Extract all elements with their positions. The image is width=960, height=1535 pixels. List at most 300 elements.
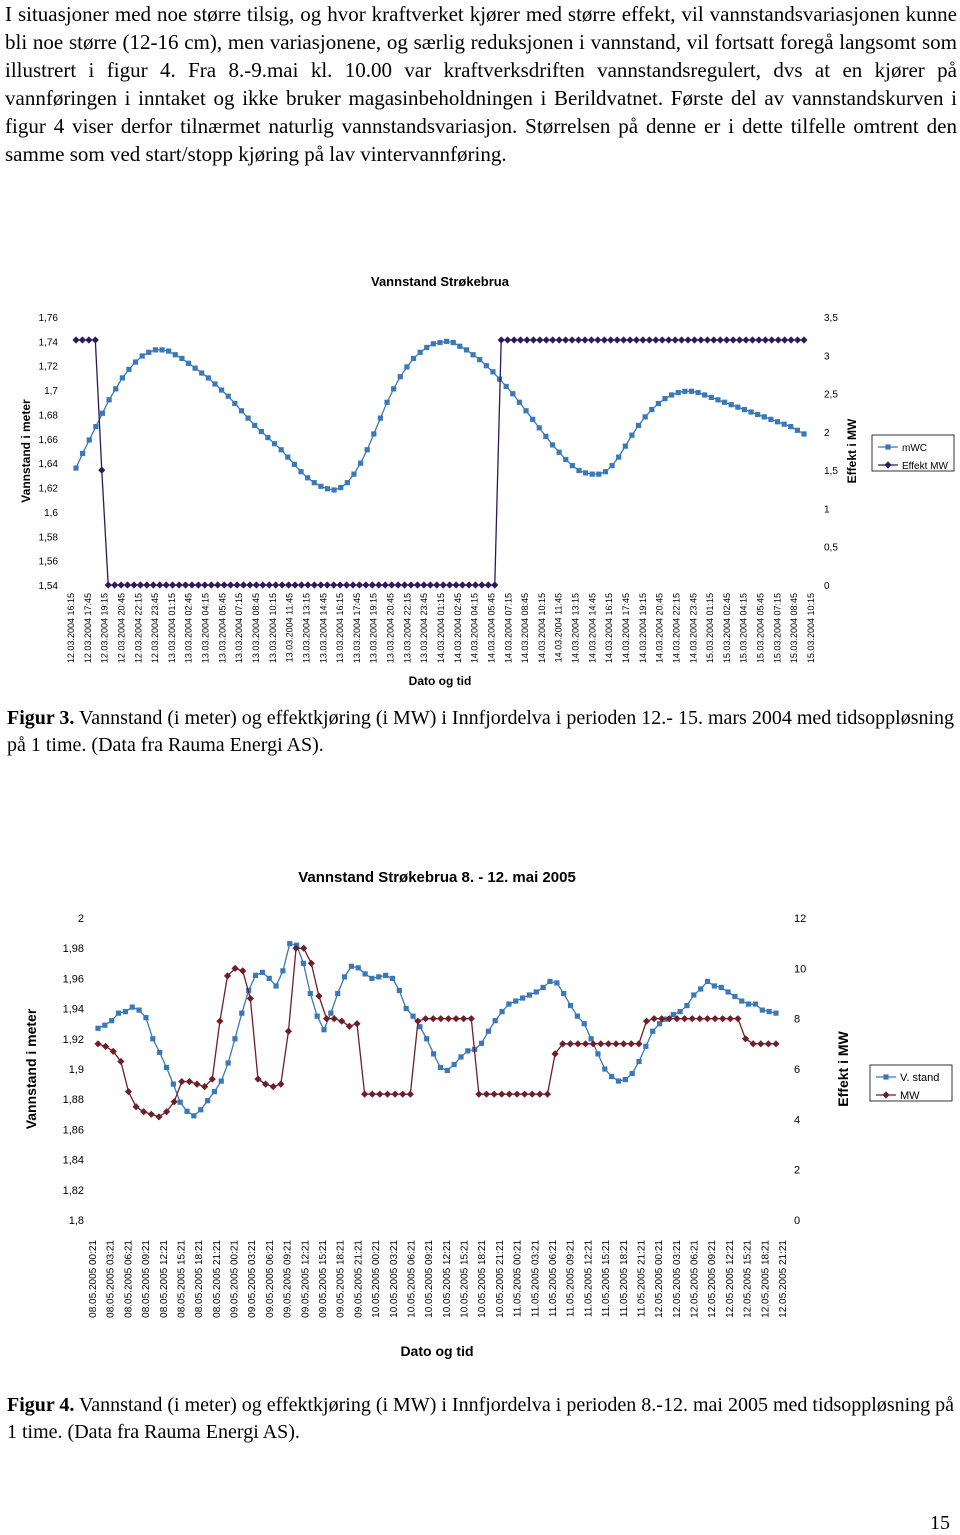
data-point bbox=[272, 581, 279, 588]
data-point bbox=[266, 581, 273, 588]
x-tick-label: 11.05.2005 18:21 bbox=[618, 1240, 630, 1318]
x-tick-label: 13.03.2004 04:15 bbox=[200, 593, 211, 664]
y-tick-label: 1,76 bbox=[38, 313, 58, 324]
data-point bbox=[232, 401, 237, 406]
y-tick-label: 1,88 bbox=[62, 1094, 84, 1107]
data-point bbox=[182, 581, 189, 588]
data-point bbox=[459, 581, 466, 588]
chart-figure4 bbox=[0, 860, 960, 1380]
data-point bbox=[614, 336, 621, 343]
data-point bbox=[517, 400, 522, 405]
data-point bbox=[568, 336, 575, 343]
data-point bbox=[285, 581, 292, 588]
data-point bbox=[595, 1051, 600, 1056]
data-point bbox=[753, 1001, 758, 1006]
data-point bbox=[140, 353, 145, 358]
data-point bbox=[684, 336, 691, 343]
data-point bbox=[453, 581, 460, 588]
data-point bbox=[430, 1015, 437, 1022]
data-point bbox=[208, 581, 215, 588]
legend-marker bbox=[885, 444, 890, 449]
data-point bbox=[719, 1015, 726, 1022]
y2-tick-label: 3,5 bbox=[824, 313, 838, 324]
data-point bbox=[603, 469, 608, 474]
x-tick-label: 10.05.2005 00:21 bbox=[371, 1240, 383, 1318]
data-point bbox=[155, 1113, 162, 1120]
data-point bbox=[575, 336, 582, 343]
data-point bbox=[601, 336, 608, 343]
data-point bbox=[710, 336, 717, 343]
data-point bbox=[636, 1059, 641, 1064]
data-point bbox=[530, 417, 535, 422]
data-point bbox=[343, 581, 350, 588]
x-tick-label: 14.03.2004 11:45 bbox=[553, 593, 564, 663]
x-tick-label: 12.05.2005 21:21 bbox=[778, 1240, 789, 1318]
data-point bbox=[375, 581, 382, 588]
data-point bbox=[575, 1014, 580, 1019]
data-point bbox=[132, 1103, 139, 1110]
data-point bbox=[484, 363, 489, 368]
data-point bbox=[73, 465, 78, 470]
data-point bbox=[651, 1015, 658, 1022]
x-tick-label: 14.03.2004 14:45 bbox=[587, 593, 598, 664]
x-tick-label: 09.05.2005 18:21 bbox=[335, 1240, 347, 1318]
data-point bbox=[252, 423, 257, 428]
data-point bbox=[630, 1071, 635, 1076]
data-point bbox=[765, 1040, 772, 1047]
data-point bbox=[159, 347, 164, 352]
data-point bbox=[696, 390, 701, 395]
data-point bbox=[626, 336, 633, 343]
data-point bbox=[137, 581, 144, 588]
x-tick-label: 11.05.2005 09:21 bbox=[565, 1240, 577, 1318]
data-point bbox=[221, 581, 228, 588]
data-point bbox=[734, 1015, 741, 1022]
data-point bbox=[391, 386, 396, 391]
figure3-caption bbox=[7, 705, 957, 759]
data-point bbox=[437, 340, 442, 345]
series-line bbox=[76, 340, 804, 585]
data-point bbox=[305, 475, 310, 480]
x-tick-label: 13.03.2004 19:15 bbox=[368, 593, 379, 664]
data-point bbox=[116, 1011, 121, 1016]
data-point bbox=[345, 480, 350, 485]
data-point bbox=[193, 366, 198, 371]
x-tick-label: 12.03.2004 19:15 bbox=[99, 593, 110, 664]
x-tick-label: 15.03.2004 02:45 bbox=[721, 593, 732, 664]
data-point bbox=[378, 416, 383, 421]
data-point bbox=[195, 581, 202, 588]
figure3-caption-text: Vannstand (i meter) og effektkjøring (i MW) i Innfjordelva i perioden 12.- 15. mars 2004 med tidsoppløsning på 1 time. (Data fra Rauma Energi AS). bbox=[7, 707, 955, 756]
data-point bbox=[795, 428, 800, 433]
x-tick-label: 13.03.2004 16:15 bbox=[335, 593, 346, 664]
y-tick-label: 1,9 bbox=[68, 1064, 84, 1076]
y2-tick-label: 0 bbox=[794, 1215, 801, 1227]
data-point bbox=[781, 336, 788, 343]
x-tick-label: 15.03.2004 05:45 bbox=[755, 593, 766, 664]
data-point bbox=[612, 1040, 619, 1047]
data-point bbox=[722, 400, 727, 405]
data-point bbox=[709, 395, 714, 400]
y2-tick-label: 2 bbox=[824, 427, 830, 439]
data-point bbox=[351, 472, 356, 477]
y-tick-label: 1,7 bbox=[44, 386, 58, 398]
data-point bbox=[775, 419, 780, 424]
data-point bbox=[748, 409, 753, 414]
data-point bbox=[582, 1040, 589, 1047]
data-point bbox=[384, 400, 389, 405]
data-point bbox=[407, 581, 414, 588]
x-tick-label: 13.03.2004 22:15 bbox=[402, 593, 413, 664]
data-point bbox=[681, 1015, 688, 1022]
data-point bbox=[318, 484, 323, 489]
y2-tick-label: 6 bbox=[794, 1064, 801, 1076]
y2-tick-label: 2 bbox=[794, 1164, 801, 1177]
data-point bbox=[616, 1078, 621, 1083]
x-tick-label: 14.03.2004 04:15 bbox=[469, 593, 480, 664]
x-tick-label: 14.03.2004 22:15 bbox=[671, 593, 682, 664]
data-point bbox=[431, 1051, 436, 1056]
data-point bbox=[742, 336, 749, 343]
data-point bbox=[468, 1015, 475, 1022]
data-point bbox=[581, 336, 588, 343]
data-point bbox=[749, 336, 756, 343]
x-tick-label: 14.03.2004 05:45 bbox=[486, 593, 497, 664]
data-point bbox=[346, 1023, 353, 1030]
data-point bbox=[717, 336, 724, 343]
legend-marker bbox=[883, 1074, 888, 1079]
data-point bbox=[232, 1036, 237, 1041]
y-tick-label: 2 bbox=[77, 913, 84, 925]
data-point bbox=[279, 447, 284, 452]
x-tick-label: 14.03.2004 08:45 bbox=[520, 593, 531, 664]
data-point bbox=[782, 422, 787, 427]
x-tick-label: 15.03.2004 10:15 bbox=[806, 593, 816, 664]
figure4-caption-text: Vannstand (i meter) og effektkjøring (i MW) i Innfjordelva i perioden 8.-12. mai 2005 med tidsoppløsning på 1 time. (Data fra Rauma Energi AS). bbox=[7, 1394, 955, 1443]
data-point bbox=[245, 416, 250, 421]
data-point bbox=[212, 381, 217, 386]
data-point bbox=[520, 995, 525, 1000]
data-point bbox=[239, 408, 244, 413]
data-point bbox=[590, 472, 595, 477]
data-point bbox=[148, 1111, 155, 1118]
data-point bbox=[662, 396, 667, 401]
data-point bbox=[169, 581, 176, 588]
data-point bbox=[652, 336, 659, 343]
data-point bbox=[376, 974, 381, 979]
data-point bbox=[727, 1015, 734, 1022]
data-point bbox=[597, 1040, 604, 1047]
data-point bbox=[420, 581, 427, 588]
x-tick-label: 13.03.2004 13:15 bbox=[301, 593, 312, 664]
x-tick-label: 14.03.2004 10:15 bbox=[536, 593, 547, 664]
data-point bbox=[106, 397, 111, 402]
y-tick-label: 1,74 bbox=[38, 337, 58, 349]
data-point bbox=[171, 1082, 176, 1087]
y-tick-label: 1,92 bbox=[62, 1033, 84, 1046]
data-point bbox=[291, 581, 298, 588]
data-point bbox=[556, 336, 563, 343]
x-tick-label: 14.03.2004 02:45 bbox=[452, 593, 463, 664]
data-point bbox=[715, 397, 720, 402]
data-point bbox=[574, 1040, 581, 1047]
x-tick-label: 08.05.2005 03:21 bbox=[105, 1240, 117, 1318]
data-point bbox=[554, 980, 559, 985]
data-point bbox=[499, 1009, 504, 1014]
data-point bbox=[331, 1015, 338, 1022]
data-point bbox=[541, 985, 546, 990]
data-point bbox=[739, 998, 744, 1003]
x-tick-label: 13.03.2004 20:45 bbox=[385, 593, 396, 664]
data-point bbox=[623, 1077, 628, 1082]
data-point bbox=[342, 974, 347, 979]
data-point bbox=[233, 581, 240, 588]
data-point bbox=[201, 581, 208, 588]
data-point bbox=[315, 992, 322, 999]
data-point bbox=[725, 989, 730, 994]
x-tick-label: 13.03.2004 02:45 bbox=[183, 593, 194, 664]
data-point bbox=[93, 424, 98, 429]
data-point bbox=[465, 581, 472, 588]
data-point bbox=[191, 1113, 196, 1118]
data-point bbox=[395, 581, 402, 588]
data-point bbox=[411, 356, 416, 361]
data-point bbox=[317, 581, 324, 588]
data-point bbox=[98, 467, 105, 474]
data-point bbox=[534, 989, 539, 994]
data-point bbox=[665, 336, 672, 343]
x-tick-label: 08.05.2005 00:21 bbox=[88, 1240, 99, 1318]
data-point bbox=[311, 581, 318, 588]
data-point bbox=[392, 1091, 399, 1098]
x-tick-label: 13.03.2004 14:45 bbox=[318, 593, 329, 664]
data-point bbox=[712, 983, 717, 988]
data-point bbox=[682, 389, 687, 394]
data-point bbox=[188, 581, 195, 588]
data-point bbox=[602, 1066, 607, 1071]
data-point bbox=[292, 462, 297, 467]
data-point bbox=[298, 469, 303, 474]
data-point bbox=[768, 336, 775, 343]
data-point bbox=[130, 1004, 135, 1009]
figure3-caption-label: Figur 3. bbox=[7, 707, 75, 729]
data-point bbox=[349, 964, 354, 969]
data-point bbox=[404, 1006, 409, 1011]
data-point bbox=[124, 581, 131, 588]
data-point bbox=[549, 336, 556, 343]
data-point bbox=[719, 985, 724, 990]
data-point bbox=[186, 1078, 193, 1085]
x-tick-label: 11.05.2005 12:21 bbox=[583, 1240, 595, 1318]
data-point bbox=[669, 392, 674, 397]
x-tick-label: 15.03.2004 01:15 bbox=[705, 593, 716, 664]
data-point bbox=[788, 336, 795, 343]
data-point bbox=[267, 976, 272, 981]
data-point bbox=[398, 374, 403, 379]
data-point bbox=[588, 336, 595, 343]
data-point bbox=[356, 581, 363, 588]
data-point bbox=[227, 581, 234, 588]
data-point bbox=[491, 581, 498, 588]
data-point bbox=[253, 581, 260, 588]
figure4-caption bbox=[7, 1392, 957, 1446]
data-point bbox=[705, 979, 710, 984]
data-point bbox=[607, 336, 614, 343]
x-tick-label: 09.05.2005 21:21 bbox=[353, 1240, 365, 1318]
data-point bbox=[506, 1091, 513, 1098]
data-point bbox=[143, 581, 150, 588]
data-point bbox=[483, 1091, 490, 1098]
data-point bbox=[239, 967, 246, 974]
page-number: 15 bbox=[930, 1512, 950, 1534]
data-point bbox=[794, 336, 801, 343]
y2-tick-label: 1,5 bbox=[824, 466, 838, 478]
data-point bbox=[698, 986, 703, 991]
x-tick-label: 14.03.2004 01:15 bbox=[436, 593, 446, 664]
data-point bbox=[523, 336, 530, 343]
data-point bbox=[440, 581, 447, 588]
data-point bbox=[382, 581, 389, 588]
data-point bbox=[678, 1009, 683, 1014]
data-point bbox=[433, 581, 440, 588]
data-point bbox=[356, 965, 361, 970]
data-point bbox=[732, 994, 737, 999]
data-point bbox=[325, 486, 330, 491]
y-tick-label: 1,6 bbox=[44, 507, 58, 519]
x-tick-label: 10.05.2005 12:21 bbox=[441, 1240, 453, 1318]
x-tick-label: 13.03.2004 11:45 bbox=[284, 593, 295, 663]
data-point bbox=[125, 1088, 132, 1095]
data-point bbox=[768, 417, 773, 422]
data-point bbox=[330, 581, 337, 588]
data-point bbox=[704, 336, 711, 343]
data-point bbox=[285, 1028, 292, 1035]
data-point bbox=[629, 433, 634, 438]
data-point bbox=[150, 1036, 155, 1041]
data-point bbox=[646, 336, 653, 343]
data-point bbox=[609, 1074, 614, 1079]
x-tick-label: 13.03.2004 08:45 bbox=[251, 593, 261, 664]
data-point bbox=[260, 970, 265, 975]
data-point bbox=[576, 468, 581, 473]
data-point bbox=[349, 581, 356, 588]
data-point bbox=[298, 581, 305, 588]
data-point bbox=[620, 336, 627, 343]
data-point bbox=[755, 336, 762, 343]
data-point bbox=[186, 361, 191, 366]
data-point bbox=[117, 581, 124, 588]
y-tick-label: 1,56 bbox=[38, 556, 58, 568]
data-point bbox=[536, 336, 543, 343]
data-point bbox=[397, 988, 402, 993]
data-point bbox=[109, 1018, 114, 1023]
legend-label: mWC bbox=[902, 443, 927, 454]
data-point bbox=[120, 375, 125, 380]
y2-tick-label: 2,5 bbox=[824, 389, 838, 401]
data-point bbox=[407, 1091, 414, 1098]
data-point bbox=[755, 412, 760, 417]
data-point bbox=[757, 1040, 764, 1047]
data-point bbox=[365, 447, 370, 452]
data-point bbox=[301, 961, 306, 966]
x-axis-label: Dato og tid bbox=[400, 1343, 474, 1359]
data-point bbox=[175, 581, 182, 588]
y-tick-label: 1,64 bbox=[38, 459, 58, 471]
x-tick-label: 14.03.2004 19:15 bbox=[637, 593, 648, 664]
y2-tick-label: 10 bbox=[794, 963, 807, 976]
data-point bbox=[451, 340, 456, 345]
data-point bbox=[543, 434, 548, 439]
y2-tick-label: 4 bbox=[794, 1114, 801, 1127]
data-point bbox=[254, 1075, 261, 1082]
data-point bbox=[156, 581, 163, 588]
y-axis-label: Vannstand i meter bbox=[19, 399, 33, 503]
data-point bbox=[424, 345, 429, 350]
x-tick-label: 13.03.2004 07:15 bbox=[234, 593, 245, 664]
x-tick-label: 09.05.2005 03:21 bbox=[247, 1240, 259, 1318]
data-point bbox=[369, 581, 376, 588]
data-point bbox=[620, 1040, 627, 1047]
data-point bbox=[491, 1091, 498, 1098]
data-point bbox=[730, 336, 737, 343]
x-tick-label: 08.05.2005 15:21 bbox=[176, 1240, 188, 1318]
data-point bbox=[324, 581, 331, 588]
data-point bbox=[404, 364, 409, 369]
x-tick-label: 14.03.2004 20:45 bbox=[654, 593, 665, 664]
data-point bbox=[760, 1008, 765, 1013]
x-tick-label: 11.05.2005 21:21 bbox=[636, 1240, 648, 1318]
data-point bbox=[547, 979, 552, 984]
data-point bbox=[498, 1091, 505, 1098]
x-tick-label: 10.05.2005 18:21 bbox=[477, 1240, 489, 1318]
data-point bbox=[287, 941, 292, 946]
data-point bbox=[775, 336, 782, 343]
data-point bbox=[173, 352, 178, 357]
data-point bbox=[452, 1015, 459, 1022]
data-point bbox=[472, 581, 479, 588]
legend-label: MW bbox=[900, 1090, 920, 1102]
data-point bbox=[328, 1011, 333, 1016]
chart-figure3 bbox=[0, 255, 960, 945]
data-point bbox=[445, 1015, 452, 1022]
data-point bbox=[623, 444, 628, 449]
x-tick-label: 09.05.2005 15:21 bbox=[318, 1240, 329, 1318]
x-tick-label: 14.03.2004 17:45 bbox=[621, 593, 631, 664]
x-tick-label: 10.05.2005 09:21 bbox=[424, 1240, 436, 1318]
data-point bbox=[384, 1091, 391, 1098]
data-point bbox=[437, 1015, 444, 1022]
x-tick-label: 10.05.2005 03:21 bbox=[388, 1240, 400, 1318]
data-point bbox=[383, 973, 388, 978]
data-point bbox=[87, 437, 92, 442]
x-tick-label: 15.03.2004 07:15 bbox=[772, 593, 783, 664]
data-point bbox=[358, 461, 363, 466]
y2-tick-label: 0,5 bbox=[824, 542, 838, 554]
x-tick-label: 09.05.2005 06:21 bbox=[264, 1240, 276, 1318]
x-tick-label: 09.05.2005 12:21 bbox=[300, 1240, 312, 1318]
data-point bbox=[179, 356, 184, 361]
x-tick-label: 12.03.2004 17:45 bbox=[82, 593, 93, 664]
data-point bbox=[212, 1089, 217, 1094]
data-point bbox=[338, 485, 343, 490]
data-point bbox=[504, 384, 509, 389]
legend-label: V. stand bbox=[900, 1072, 940, 1084]
data-point bbox=[746, 1001, 751, 1006]
data-point bbox=[485, 581, 492, 588]
data-point bbox=[240, 581, 247, 588]
data-point bbox=[643, 414, 648, 419]
data-point bbox=[362, 581, 369, 588]
